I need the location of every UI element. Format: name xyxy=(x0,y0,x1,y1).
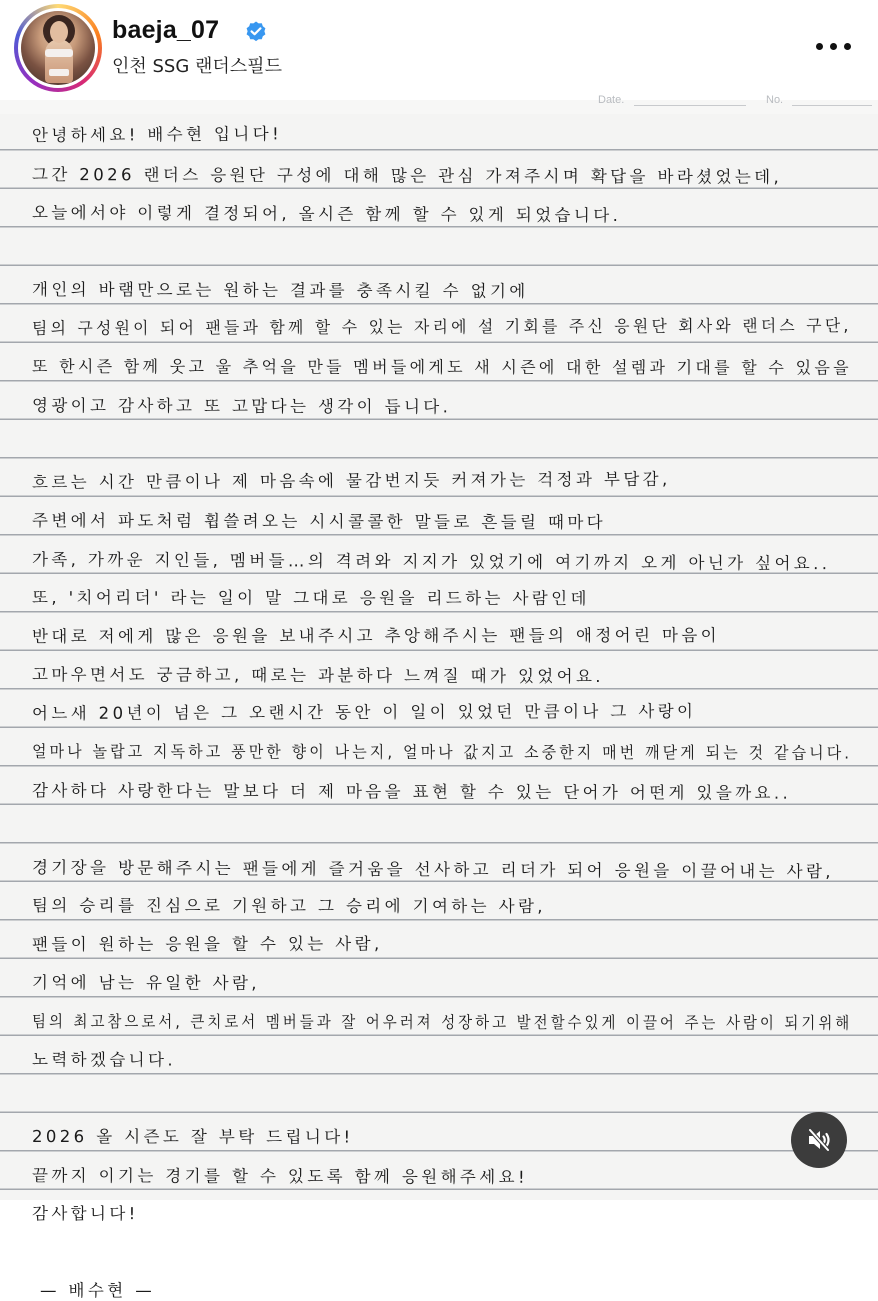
location-link[interactable]: 인천 SSG 랜더스필드 xyxy=(112,56,282,77)
letter-line: 얼마나 놀랍고 지독하고 풍만한 향이 나는지, 얼마나 값지고 소중한지 매번 깨닫게 되는 것 같습니다. xyxy=(31,742,853,763)
speaker-muted-icon xyxy=(805,1126,833,1154)
date-field-label: Date. xyxy=(598,94,625,106)
letter-line: 고마우면서도 궁금하고, 때로는 과분하다 느껴질 때가 있었어요. xyxy=(31,665,605,686)
letter-line: 그간 2026 랜더스 응원단 구성에 대해 많은 관심 가져주시며 확답을 바라셨었는데, xyxy=(31,164,783,187)
date-field-line xyxy=(634,105,746,106)
letter-line: 감사하다 사랑한다는 말보다 더 제 마음을 표현 할 수 있는 단어가 어떤게 있을까요.. xyxy=(31,780,792,803)
letter-line: 가족, 가까운 지인들, 멤버들…의 격려와 지지가 있었기에 여기까지 오게 아닌가 싶어요.. xyxy=(31,549,831,573)
letter-line: 경기장을 방문해주시는 팬들에게 즐거움을 선사하고 리더가 되어 응원을 이끌어내는 사람, xyxy=(31,857,835,881)
letter-line: 또 한시즌 함께 웃고 울 추억을 만들 멤버들에게도 새 시즌에 대한 설렘과 기대를 할 수 있음을 xyxy=(31,357,852,378)
letter-line: 끝까지 이기는 경기를 할 수 있도록 함께 응원해주세요! xyxy=(31,1165,529,1187)
letter-line: 주변에서 파도처럼 휩쓸려오는 시시콜콜한 말들로 흔들릴 때마다 xyxy=(31,511,607,533)
verified-badge-icon xyxy=(244,20,268,44)
letter-line: 흐르는 시간 만큼이나 제 마음속에 물감번지듯 커져가는 걱정과 부담감, xyxy=(31,469,671,492)
number-field-label: No. xyxy=(766,94,784,106)
story-ring[interactable] xyxy=(14,4,102,92)
letter-line: — 배수현 — xyxy=(40,1281,156,1300)
more-options-icon[interactable] xyxy=(814,36,854,56)
letter-line: 팀의 최고참으로서, 큰치로서 멤버들과 잘 어우러져 성장하고 발전할수있게 이끌어 주는 사람이 되기위해 xyxy=(31,1011,853,1033)
letter-line: 팀의 구성원이 되어 팬들과 함께 할 수 있는 자리에 설 기회를 주신 응원단 회사와 랜더스 구단, xyxy=(31,315,852,338)
letter-line: 또, '치어리더' 라는 일이 말 그대로 응원을 리드하는 사람인데 xyxy=(31,588,590,608)
letter-line: 팬들이 원하는 응원을 할 수 있는 사람, xyxy=(31,933,383,954)
page-top-edge xyxy=(0,100,878,114)
post-header xyxy=(0,0,878,100)
letter-line: 영광이고 감사하고 또 고맙다는 생각이 듭니다. xyxy=(31,395,452,416)
letter-line: 2026 올 시즌도 잘 부탁 드립니다! xyxy=(31,1127,354,1147)
letter-line: 기억에 남는 유일한 사람, xyxy=(31,973,261,993)
letter-line: 노력하겠습니다. xyxy=(31,1050,177,1070)
notebook-page-photo xyxy=(0,94,878,1300)
avatar[interactable] xyxy=(18,8,98,88)
letter-line: 개인의 바램만으로는 원하는 결과를 충족시킬 수 없기에 xyxy=(31,280,529,301)
sound-toggle-button[interactable] xyxy=(791,1112,847,1168)
avatar-photo xyxy=(21,11,95,85)
letter-line: 어느새 20년이 넘은 그 오랜시간 동안 이 일이 있었던 만큼이나 그 사랑이 xyxy=(31,701,697,723)
letter-line: 안녕하세요! 배수현 입니다! xyxy=(31,124,283,145)
letter-line: 팀의 승리를 진심으로 기원하고 그 승리에 기여하는 사람, xyxy=(31,896,546,916)
number-field-line xyxy=(792,105,872,106)
letter-line: 오늘에서야 이렇게 결정되어, 올시즌 함께 할 수 있게 되었습니다. xyxy=(31,203,622,226)
letter-line: 반대로 저에게 많은 응원을 보내주시고 추앙해주시는 팬들의 애정어린 마음이 xyxy=(31,625,721,646)
username[interactable]: baeja_07 xyxy=(112,16,220,44)
letter-line: 감사합니다! xyxy=(31,1204,139,1224)
